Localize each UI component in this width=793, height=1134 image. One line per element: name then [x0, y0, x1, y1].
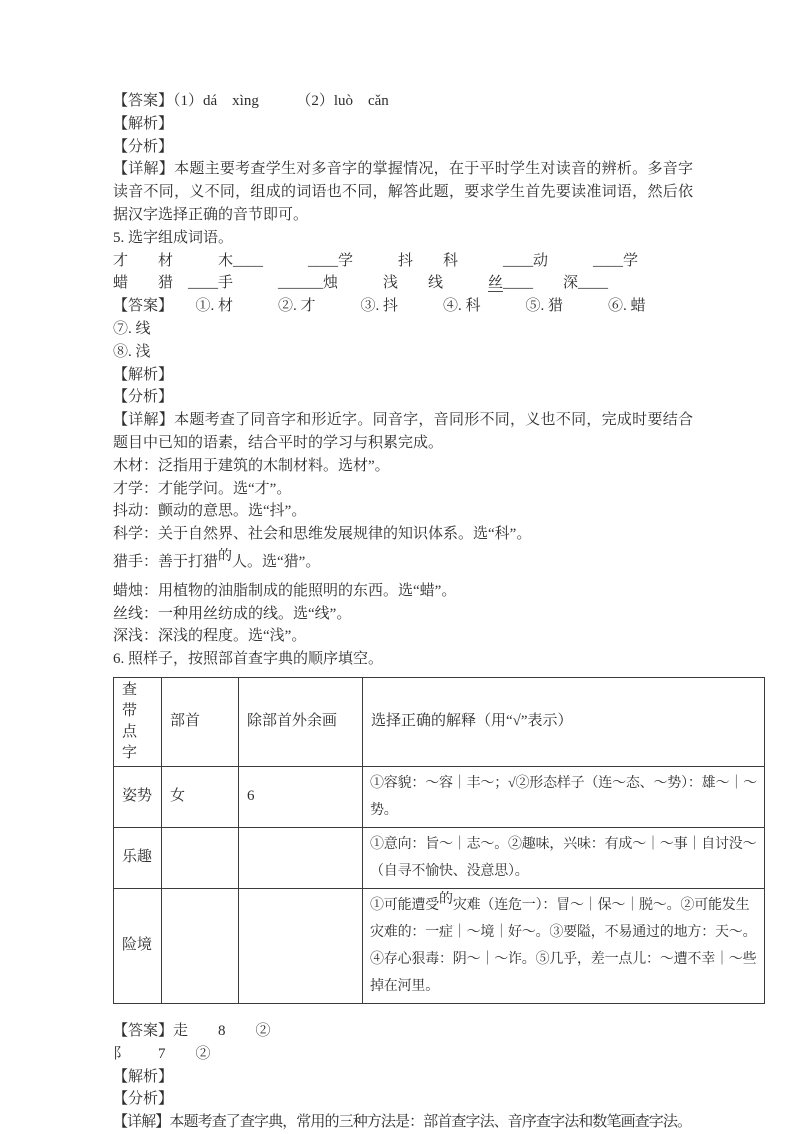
table-row: [114, 888, 765, 1003]
q6-detail-paragraph: 【详解】本题考查了查字典，常用的三种方法是：部首查字法、音序查字法和数笔画查字法。: [113, 1114, 692, 1131]
cell-radical: 女: [162, 766, 239, 827]
q5-row2-underlined-char: 丝: [488, 275, 504, 292]
q5-jiexi-label: 【解析】: [113, 366, 174, 383]
table-row: [114, 827, 765, 888]
q6-answer-line-1: 【答案】走 8 ②: [113, 1022, 271, 1039]
cell-def-post: 灾难（连危一）：冒～｜保～｜脱～。②可能发生灾难的：一症｜～境｜好～。③要隘，不易通过的地方：天～。④存心狠毒：阴～｜～诈。⑤几乎，差一点儿：～遭不幸｜～些掉在河里。: [370, 897, 757, 994]
q6-jiexi-label: 【解析】: [113, 1068, 174, 1085]
cell-char: 姿势: [114, 766, 162, 827]
header-radical: 部首: [162, 677, 239, 766]
cell-char: 乐趣: [114, 827, 162, 888]
cell-radical: [162, 827, 239, 888]
q5-answer-line-1: 【答案】 ①. 材 ②. 才 ③. 抖 ④. 科 ⑤. 猎 ⑥. 蜡 ⑦. 线: [113, 298, 691, 337]
def-lieshou-post: 人。选“猎”。: [232, 553, 321, 570]
q5-fenxi-label: 【分析】: [113, 389, 174, 406]
def-mucai: 木材：泛指用于建筑的木制材料。选材”。: [113, 457, 390, 474]
q6-fenxi-label: 【分析】: [113, 1091, 174, 1108]
cell-def-pre: ①可能遭受: [370, 897, 439, 913]
header-strokes: 除部首外余画: [239, 677, 363, 766]
def-caixue: 才学：才能学问。选“才”。: [113, 480, 292, 497]
cell-def-sup: 的: [439, 891, 453, 907]
table-header-row: [114, 677, 765, 766]
cell-char: 险境: [114, 888, 162, 1003]
def-shenqian: 深浅：深浅的程度。选“浅”。: [113, 628, 307, 645]
q5-title: 5. 选字组成词语。: [113, 229, 234, 246]
header-char: 查 带 点 字: [114, 677, 162, 766]
table-row: [114, 766, 765, 827]
q4-detail-paragraph: 【详解】本题主要考查学生对多音字的掌握情况，在于平时学生对读音的辨析。多音字读音不同，义不同，组成的词语也不同，解答此题，要求学生首先要读准词语，然后依据汉字选择正确的音节即可。: [113, 161, 693, 223]
q6-title: 6. 照样子，按照部首查字典的顺序填空。: [113, 651, 384, 668]
def-lieshou: [113, 548, 693, 575]
cell-definition: ①容貌：～容｜丰～；√②形态样子（连～态、～势）：雄～｜～势。: [363, 766, 765, 827]
q6-answer-line-2: 阝 7 ②: [113, 1045, 211, 1062]
def-doudong: 抖动：颤动的意思。选“抖”。: [113, 503, 307, 520]
def-lieshou-sup: 的: [218, 548, 233, 564]
cell-strokes: 6: [239, 766, 363, 827]
q5-row2-segment: 蜡 猎 ____手 ______烛 浅 线: [113, 275, 489, 292]
q5-character-row-2: [113, 272, 693, 295]
cell-definition: ①意向：旨～｜志～。②趣味，兴味：有成～｜～事｜自讨没～（自寻不愉快、没意思）。: [363, 827, 765, 888]
def-lazhu: 蜡烛：用植物的油脂制成的能照明的东西。选“蜡”。: [113, 582, 457, 599]
cell-definition: [363, 888, 765, 1003]
header-definition: 选择正确的解释（用“√”表示）: [363, 677, 765, 766]
dictionary-lookup-table: [113, 677, 765, 1004]
def-sixian: 丝线：一种用丝纺成的线。选“线”。: [113, 605, 352, 622]
q5-character-row-1: 才 材 木____ ____学 抖 科 ____动 ____学: [113, 252, 639, 269]
q5-answer-line-2: ⑧. 浅: [113, 343, 151, 360]
q4-jiexi-label: 【解析】: [113, 115, 174, 132]
def-lieshou-pre: 猎手：善于打猎: [113, 553, 219, 570]
def-kexue: 科学：关于自然界、社会和思维发展规律的知识体系。选“科”。: [113, 526, 532, 543]
cell-radical: [162, 888, 239, 1003]
q5-detail-paragraph: 【详解】本题考查了同音字和形近字。同音字，音同形不同，义也不同，完成时要结合题目中已知的语素，结合平时的学习与积累完成。: [113, 412, 693, 451]
cell-strokes: [239, 827, 363, 888]
q4-fenxi-label: 【分析】: [113, 138, 174, 155]
cell-strokes: [239, 888, 363, 1003]
q5-row2-segment: ____ 深____: [503, 275, 609, 292]
q4-answer-line: 【答案】（1）dá xìng （2）luò cǎn: [113, 93, 389, 109]
